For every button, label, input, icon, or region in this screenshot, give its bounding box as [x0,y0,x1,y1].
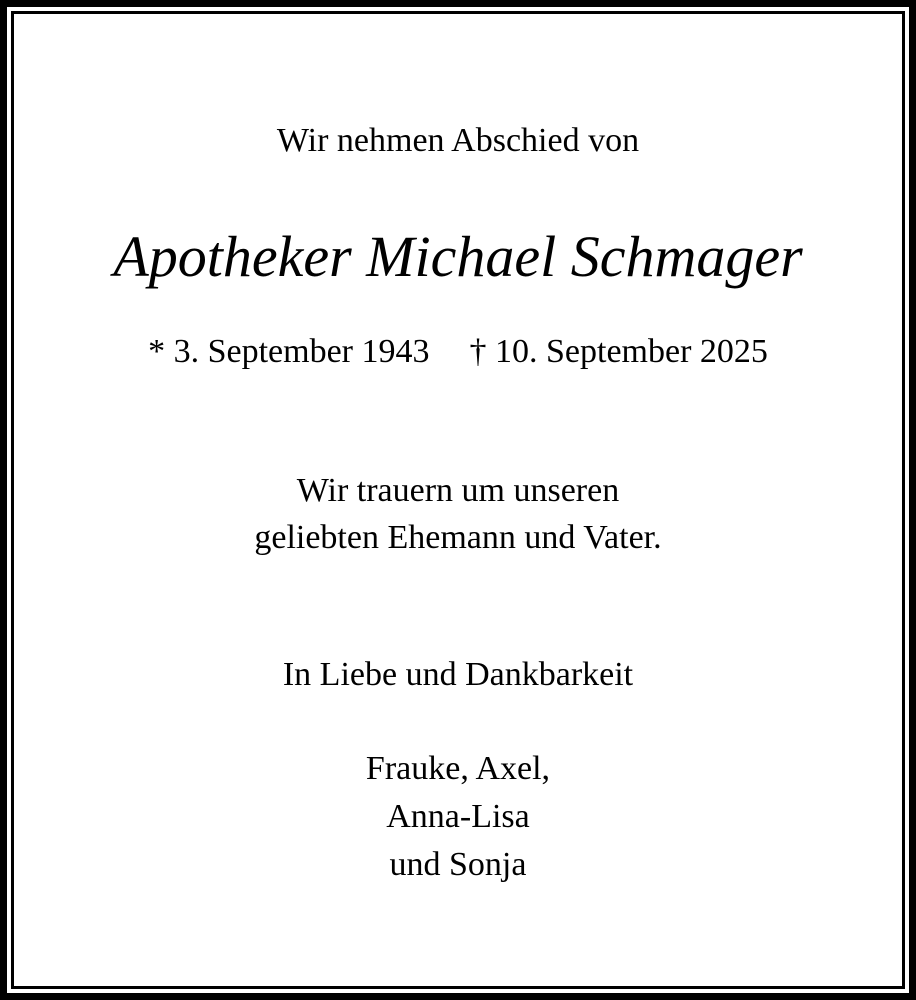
death-date: † 10. September 2025 [469,333,768,370]
deceased-name: Apotheker Michael Schmager [113,224,803,289]
signatory-line-2: Anna-Lisa [386,798,530,835]
closing-text: In Liebe und Dankbarkeit [282,656,634,693]
mourning-line-1: Wir trauern um unseren [296,472,620,509]
intro-text: Wir nehmen Abschied von [276,122,640,159]
signatory-line-1: Frauke, Axel, [365,750,551,787]
dates [0,330,916,374]
signatory-line-3: und Sonja [389,846,527,883]
mourning-line-2: geliebten Ehemann und Vater. [254,519,662,556]
birth-date: * 3. September 1943 [148,333,430,370]
